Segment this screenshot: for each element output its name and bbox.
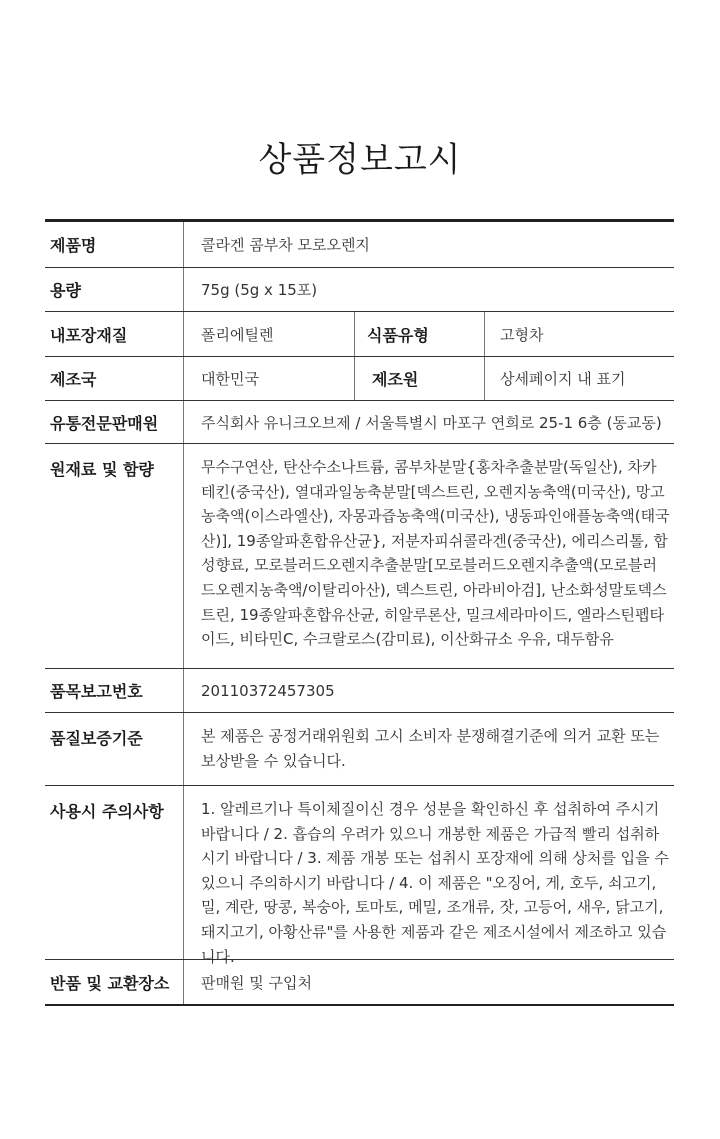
table-row-return [45,960,674,1006]
row-label: 제조국 [45,357,184,400]
table-row-quality [45,713,674,786]
table-row-packaging [45,312,674,357]
row-value: 판매원 및 구입처 [201,973,312,992]
row-label: 유통전문판매원 [45,401,184,443]
row-value: 75g (5g x 15포) [201,281,318,299]
row-value-food-type: 고형차 [500,325,544,344]
table-row-report-number [45,669,674,713]
table-row-caution [45,786,674,966]
table-row-capacity [45,268,674,312]
table-row-product-name [45,222,674,268]
table-row-ingredients [45,444,674,669]
row-label: 원재료 및 함량 [45,444,184,668]
page-title: 상품정보고시 [258,140,462,180]
row-label: 용량 [45,268,184,311]
table-row-distributor [45,401,674,444]
row-value: 무수구연산, 탄산수소나트륨, 콤부차분말{홍차추출분말(독일산), 차카테킨(중국산), 열대과일농축분말[덱스트린, 오렌지농축액(미국산), 망고농축액(이스라엘산), 자몽과즙농축액(미국산), 냉동파인애플농축액(태국산)], 19종알파혼합유산균}, 저분자피쉬콜라겐(중국산), 에리스리톨, 합성향료, 모로블러드오렌지추출분말[모로블러드오렌지추출액(모로블러드오렌지농축액/이탈리아산), 덱스트린, 아라비아검], 난소화성말토덱스트린, 19종알파혼합유산균, 히알루론산, 밀크세라마이드, 엘라스틴펩타이드, 비타민C, 수크랄로스(감미료), 이산화규소 우유, 대두함유 [201,458,670,649]
row-label: 사용시 주의사항 [45,786,184,959]
row-label-food-type: 식품유형 [355,312,485,356]
row-value: 주식회사 유니크오브제 / 서울특별시 마포구 연희로 25-1 6층 (동교동) [201,413,662,432]
row-label: 품질보증기준 [45,713,184,785]
row-value: 대한민국 [184,357,355,400]
table-row-origin [45,357,674,401]
row-value: 1. 알레르기나 특이체질이신 경우 성분을 확인하신 후 섭취하여 주시기 바랍니다 / 2. 흡습의 우려가 있으니 개봉한 제품은 가급적 빨리 섭취하시기 바랍니다 / 3. 제품 개봉 또는 섭취시 포장재에 의해 상처를 입을 수 있으니 주의하시기 바랍니다 / 4. 이 제품은 "오징어, 게, 호두, 쇠고기, 밀, 계란, 땅콩, 복숭아, 토마토, 메밀, 조개류, 잣, 고등어, 새우, 닭고기, 돼지고기, 아황산류"를 사용한 제품과 같은 제조시설에서 제조하고 있습니다. [201,800,669,966]
row-value: 폴리에틸렌 [184,312,355,356]
row-label: 제품명 [45,222,184,267]
row-label: 반품 및 교환장소 [45,960,184,1004]
product-info-table [45,219,674,1006]
row-value: 콜라겐 콤부차 모로오렌지 [201,236,370,254]
row-value: 본 제품은 공정거래위원회 고시 소비자 분쟁해결기준에 의거 교환 또는 보상받을 수 있습니다. [201,727,660,770]
row-label: 내포장재질 [45,312,184,356]
row-value-manufacturer: 상세페이지 내 표기 [500,370,626,388]
row-label: 품목보고번호 [45,669,184,712]
row-label-manufacturer: 제조원 [355,357,485,400]
row-value: 20110372457305 [201,681,335,700]
